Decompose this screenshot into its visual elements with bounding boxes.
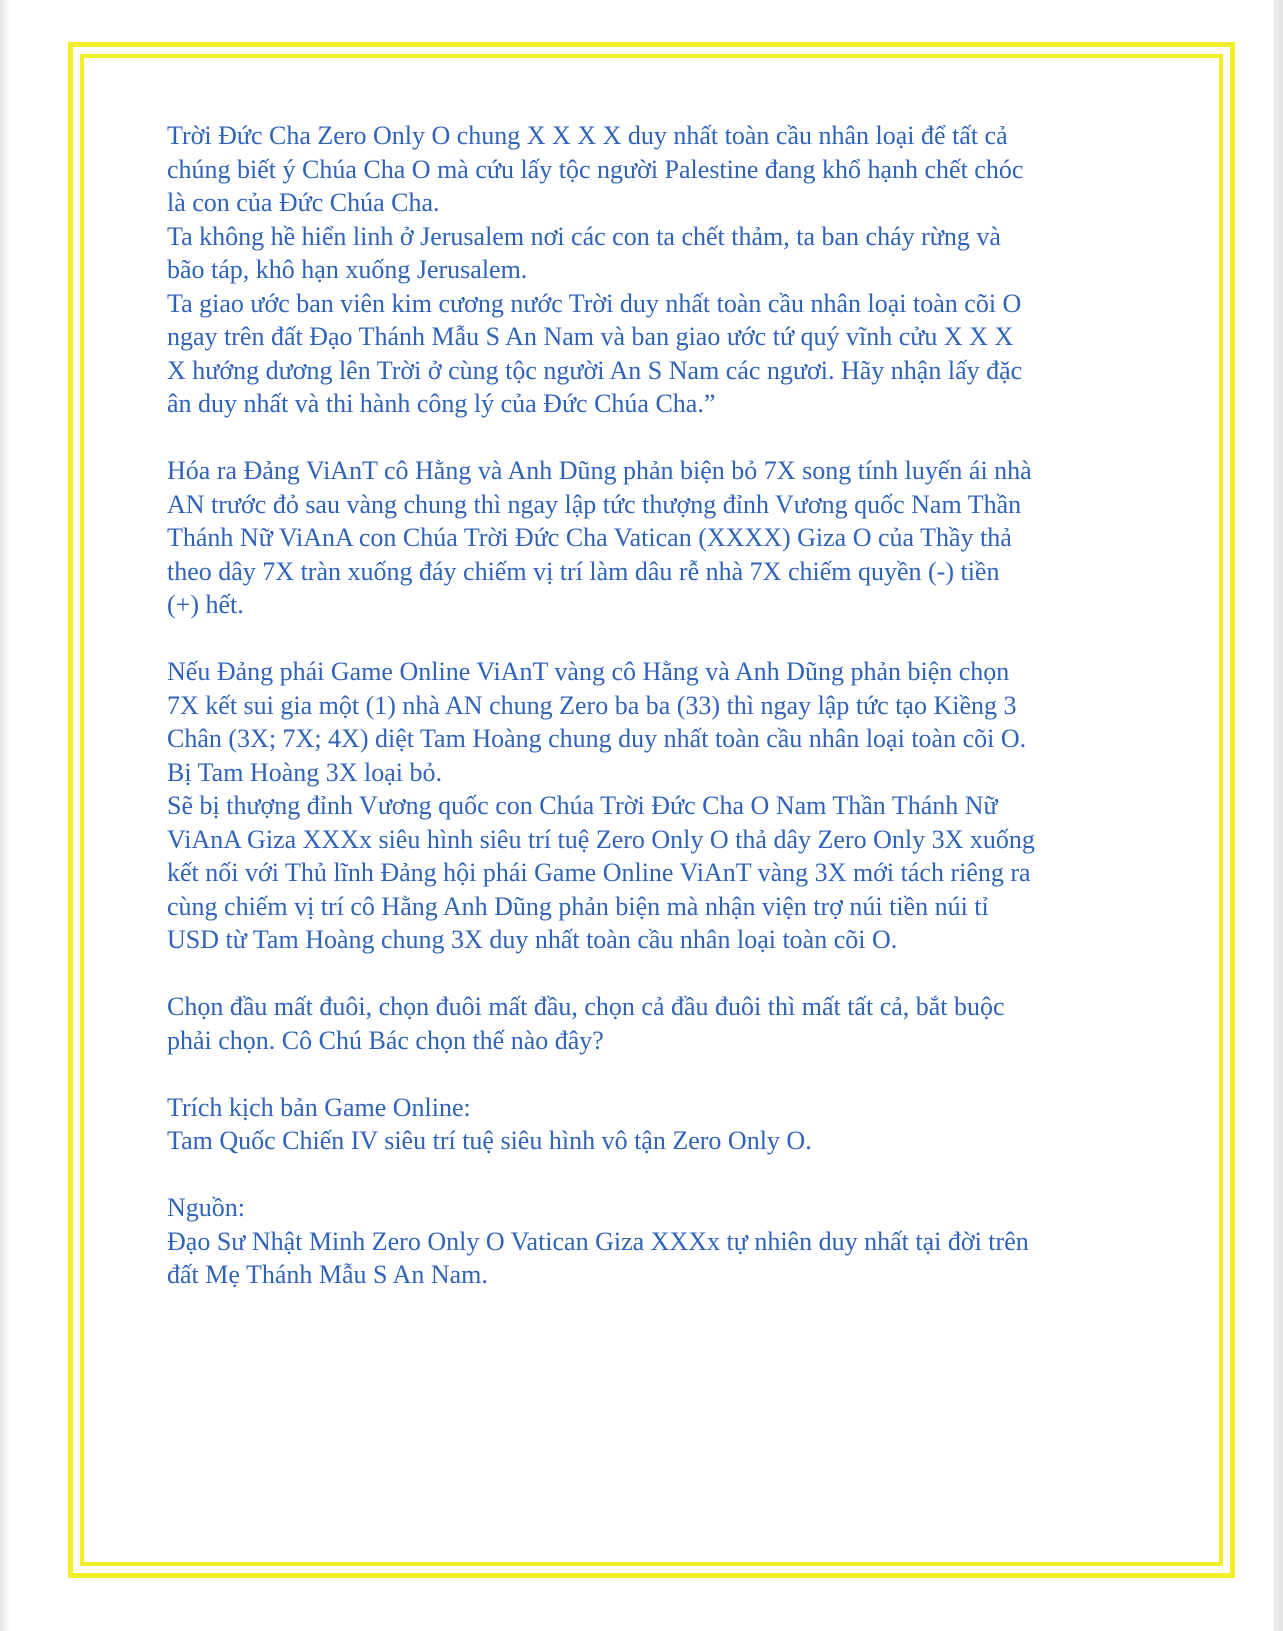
document-text [167,119,1167,1292]
text-line: (+) hết. [167,590,244,619]
text-line: phải chọn. Cô Chú Bác chọn thế nào đây? [167,1025,604,1055]
paragraph-spacer [167,421,1167,455]
text-line: đất Mẹ Thánh Mẫu S An Nam. [167,1260,488,1289]
text-line: Chân (3X; 7X; 4X) diệt Tam Hoàng chung duy nhất toàn cầu nhân loại toàn cõi O. [167,724,1027,753]
paragraph-block-6 [167,1191,1167,1292]
text-line: 7X kết sui gia một (1) nhà AN chung Zero ba ba (33) thì ngay lập tức tạo Kiềng 3 [167,690,1017,720]
text-line: chúng biết ý Chúa Cha O mà cứu lấy tộc người Palestine đang khổ hạnh chết chóc [167,154,1024,184]
paragraph-block-4 [167,990,1167,1057]
text-line: ân duy nhất và thi hành công lý của Đức Chúa Cha.” [167,389,716,418]
paragraph-block-5 [167,1091,1167,1158]
text-line: Tam Quốc Chiến IV siêu trí tuệ siêu hình vô tận Zero Only O. [167,1126,812,1155]
text-line: Ta giao ước ban viên kim cương nước Trời duy nhất toàn cầu nhân loại toàn cõi O [167,288,1022,318]
text-line: kết nối với Thủ lĩnh Đảng hội phái Game Online ViAnT vàng 3X mới tách riêng ra [167,858,1031,887]
document-sheet [10,0,1273,1631]
text-line: Đạo Sư Nhật Minh Zero Only O Vatican Giza XXXx tự nhiên duy nhất tại đời trên [167,1226,1029,1256]
text-line: ngay trên đất Đạo Thánh Mẫu S An Nam và ban giao ước tứ quý vĩnh cửu X X X [167,322,1014,351]
text-line: Chọn đầu mất đuôi, chọn đuôi mất đầu, chọn cả đầu đuôi thì mất tất cả, bắt buộc [167,992,1005,1021]
text-line: bão táp, khô hạn xuống Jerusalem. [167,255,528,284]
text-line: Thánh Nữ ViAnA con Chúa Trời Đức Cha Vatican (XXXX) Giza O của Thầy thả [167,523,1012,552]
text-line: là con của Đức Chúa Cha. [167,188,440,217]
text-line: Nếu Đảng phái Game Online ViAnT vàng cô Hằng và Anh Dũng phản biện chọn [167,657,1010,686]
text-line: Hóa ra Đảng ViAnT cô Hằng và Anh Dũng phản biện bỏ 7X song tính luyến ái nhà [167,456,1032,485]
paragraph-block-3 [167,655,1167,957]
text-line: USD từ Tam Hoàng chung 3X duy nhất toàn cầu nhân loại toàn cõi O. [167,925,898,954]
paragraph-spacer [167,957,1167,991]
paragraph-spacer [167,622,1167,656]
text-line: cùng chiếm vị trí cô Hằng Anh Dũng phản biện mà nhận viện trợ núi tiền núi tỉ [167,891,989,921]
paragraph-spacer [167,1057,1167,1091]
text-line: Ta không hề hiển linh ở Jerusalem nơi các con ta chết thảm, ta ban cháy rừng và [167,221,1001,251]
text-line: Bị Tam Hoàng 3X loại bỏ. [167,757,443,787]
text-line: Trích kịch bản Game Online: [167,1092,471,1122]
paragraph-block-1 [167,119,1167,421]
text-line: theo dây 7X tràn xuống đáy chiếm vị trí làm dâu rễ nhà 7X chiếm quyền (-) tiền [167,556,1000,586]
paragraph-block-2 [167,454,1167,622]
text-line: AN trước đỏ sau vàng chung thì ngay lập tức thượng đỉnh Vương quốc Nam Thần [167,489,1022,519]
text-line: Sẽ bị thượng đỉnh Vương quốc con Chúa Trời Đức Cha O Nam Thần Thánh Nữ [167,791,998,820]
paragraph-spacer [167,1158,1167,1192]
text-line: Nguồn: [167,1193,245,1222]
text-line: Trời Đức Cha Zero Only O chung X X X X duy nhất toàn cầu nhân loại để tất cả [167,121,1008,150]
text-line: X hướng dương lên Trời ở cùng tộc người An S Nam các ngươi. Hãy nhận lấy đặc [167,355,1023,385]
text-line: ViAnA Giza XXXx siêu hình siêu trí tuệ Zero Only O thả dây Zero Only 3X xuống [167,824,1035,854]
